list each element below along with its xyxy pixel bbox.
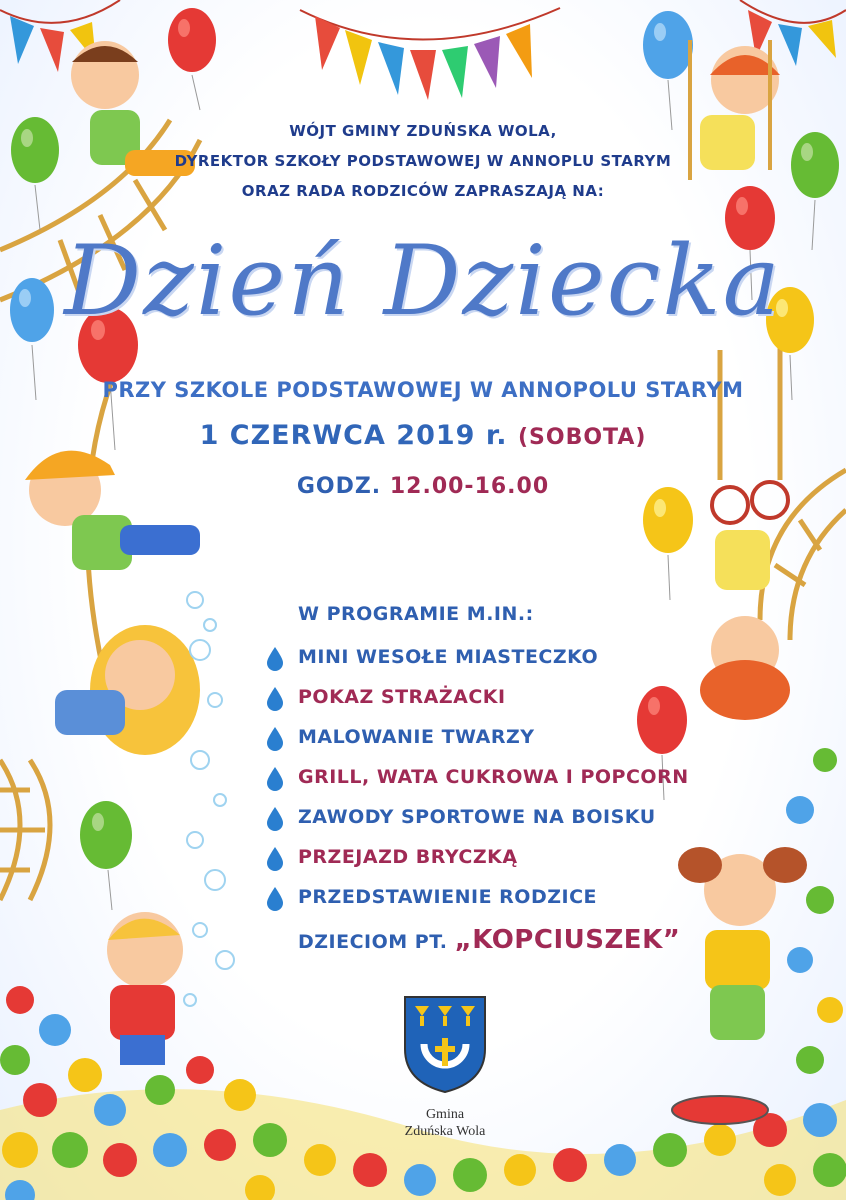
list-item (262, 760, 689, 800)
program-item-label: GRILL, WATA CUKROWA I POPCORN (298, 766, 689, 788)
event-date (0, 420, 846, 451)
hours-label: GODZ. (296, 474, 382, 499)
program-list (262, 640, 689, 920)
header-line-school: DYREKTOR SZKOŁY PODSTAWOWEJ W ANNOPLU STARYM (174, 152, 672, 170)
program-heading: W PROGRAMIE M.IN.: (298, 603, 534, 625)
drop-bullet-icon (264, 726, 286, 752)
coat-of-arms-icon (402, 994, 488, 1094)
list-item (262, 680, 689, 720)
program-tail (298, 925, 680, 955)
program-item-label: ZAWODY SPORTOWE NA BOISKU (298, 806, 656, 828)
drop-bullet-icon (264, 846, 286, 872)
drop-bullet-icon (264, 766, 286, 792)
venue-line: PRZY SZKOLE PODSTAWOWEJ W ANNOPOLU STARYM (102, 378, 744, 402)
bubble-icons (184, 592, 234, 1006)
date-main: 1 CZERWCA 2019 r. (199, 420, 508, 451)
list-item (262, 640, 689, 680)
list-item (262, 880, 689, 920)
municipality-name (370, 1106, 520, 1140)
drop-bullet-icon (264, 886, 286, 912)
drop-bullet-icon (264, 646, 286, 672)
program-item-label: MALOWANIE TWARZY (298, 726, 535, 748)
list-item (262, 800, 689, 840)
program-item-label: POKAZ STRAŻACKI (298, 686, 506, 708)
program-tail-highlight: „KOPCIUSZEK” (454, 925, 681, 955)
drop-bullet-icon (264, 686, 286, 712)
list-item (262, 840, 689, 880)
header-line-invite: ORAZ RADA RODZICÓW ZAPRASZAJĄ NA: (241, 182, 605, 200)
program-item-label: PRZEJAZD BRYCZKĄ (298, 846, 518, 868)
program-tail-prefix: DZIECIOM PT. (298, 931, 448, 953)
program-item-label: PRZEDSTAWIENIE RODZICE (298, 886, 597, 908)
hours-value: 12.00-16.00 (389, 474, 550, 499)
list-item (262, 720, 689, 760)
event-hours (0, 474, 846, 499)
municipality-line2: Zduńska Wola (404, 1124, 486, 1139)
program-item-label: MINI WESOŁE MIASTECZKO (298, 646, 599, 668)
drop-bullet-icon (264, 806, 286, 832)
header-line-organizer: WÓJT GMINY ZDUŃSKA WOLA, (289, 122, 557, 140)
date-weekday: (SOBOTA) (517, 425, 647, 450)
event-title: Dzień Dziecka (64, 225, 782, 337)
municipality-line1: Gmina (425, 1107, 465, 1122)
